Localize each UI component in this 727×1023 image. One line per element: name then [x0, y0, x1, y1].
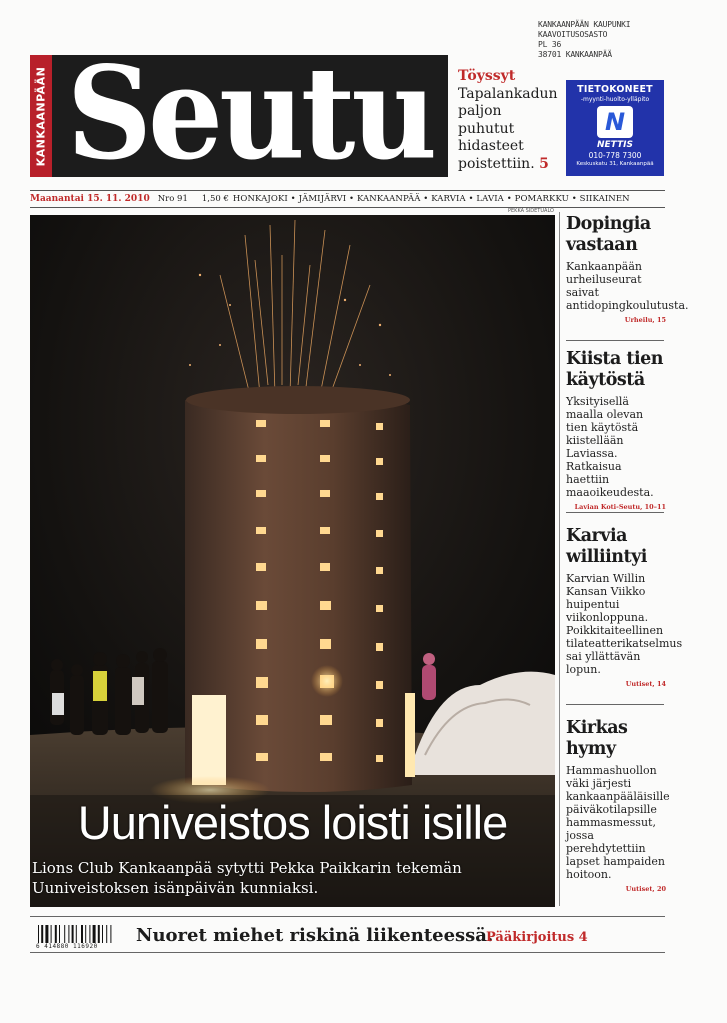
issue-number: Nro 91 — [157, 194, 188, 204]
story-ref: Uutiset, 20 — [625, 885, 666, 893]
story-kiista[interactable] — [566, 349, 666, 511]
bottom-ref: Pääkirjoitus 4 — [486, 930, 588, 945]
town-name: KARVIA — [431, 194, 466, 204]
story-text: Kankaanpään urheiluseurat saivat antidopingkoulutusta. — [566, 260, 689, 312]
town-name: HONKAJOKI — [232, 194, 288, 204]
town-name: KANKAANPÄÄ — [356, 194, 421, 204]
advertisement[interactable] — [566, 80, 664, 176]
column-divider — [559, 212, 560, 906]
ad-subtitle: -myynti-huolto-ylläpito — [580, 96, 650, 103]
teaser-text: Tapalankadun paljon puhutut hidasteet poistettiin. — [458, 85, 558, 172]
story-title: Karvia williintyi — [566, 526, 647, 567]
story-title: Kiista tien käytöstä — [566, 349, 663, 390]
town-name: LAVIA — [476, 194, 504, 204]
ad-address: Keskuskatu 31, Kankaanpää — [576, 161, 654, 167]
masthead-logo[interactable] — [52, 55, 448, 177]
story-title: Kirkas hymy — [566, 718, 628, 759]
teaser-page: 5 — [539, 155, 549, 172]
nettis-logo-icon: N — [597, 106, 633, 138]
story-karvia[interactable] — [566, 526, 683, 688]
bottom-rule-top — [30, 916, 665, 917]
town-separator: • — [465, 194, 477, 204]
dateline — [30, 190, 665, 208]
town-separator: • — [503, 194, 515, 204]
teaser[interactable] — [458, 68, 558, 173]
bottom-rule-bottom — [30, 952, 665, 953]
photo-credit: PEKKA SIDETUALO — [508, 208, 554, 214]
town-name: JÄMIJÄRVI — [298, 194, 347, 204]
bottom-headline[interactable]: Nuoret miehet riskinä liikenteessä. — [136, 925, 494, 946]
story-divider — [566, 340, 664, 341]
barcode-number: 6 414880 116920 — [36, 943, 132, 950]
teaser-title: Töyssyt — [458, 68, 516, 84]
story-text: Hammashuollon väki järjesti kankaanpääläisille päiväkotilapsille hammasmessut, jossa perehdytettiin lapset hampaiden hoitoon. — [566, 764, 670, 881]
address-stamp — [538, 20, 718, 60]
ad-title: TIETOKONEET — [577, 84, 653, 95]
town-separator: • — [346, 194, 357, 204]
story-divider — [566, 704, 664, 705]
masthead-title: Seutu — [66, 55, 434, 177]
town-separator: • — [287, 194, 299, 204]
stamp-line: KANKAANPÄÄN KAUPUNKI — [538, 20, 631, 29]
cover-headline[interactable]: Uuniveistos loisti isille — [77, 796, 508, 849]
story-divider — [566, 512, 664, 513]
story-title: Dopingia vastaan — [566, 214, 651, 255]
story-ref: Uutiset, 14 — [625, 680, 666, 688]
town-list — [233, 194, 630, 204]
side-label-text: KANKAANPÄÄN — [34, 66, 48, 166]
stamp-line: PL 36 — [538, 40, 562, 49]
town-separator: • — [568, 194, 580, 204]
story-text: Yksityisellä maalla olevan tien käytöstä kiistellään Laviassa. Ratkaisua haettiin maaoikeudesta. — [566, 395, 654, 499]
story-ref: Lavian Koti-Seutu, 10–11 — [574, 503, 666, 511]
cover-lede: Lions Club Kankaanpää sytytti Pekka Paikkarin tekemän Uuniveistoksen isänpäivän kunniaksi. — [32, 859, 462, 897]
town-separator: • — [420, 194, 432, 204]
story-text: Karvian Willin Kansan Viikko huipentui viikonloppuna. Poikkitaiteellinen tilateatterikatselmus sai yllättävän lopun. — [566, 572, 683, 676]
town-name: POMARKKU — [514, 194, 569, 204]
issue-date: Maanantai 15. 11. 2010 — [30, 194, 150, 204]
ad-brand: NETTIS — [597, 140, 633, 150]
town-name: SIIKAINEN — [579, 194, 630, 204]
ad-phone: 010-778 7300 — [588, 151, 642, 160]
masthead-side-label — [30, 55, 52, 177]
story-ref: Urheilu, 15 — [624, 316, 666, 324]
issue-price: 1,50 € — [201, 194, 229, 204]
stamp-line: KAAVOITUSOSASTO — [538, 30, 608, 39]
story-dopingia[interactable] — [566, 214, 689, 324]
stamp-line: 38701 KANKAANPÄÄ — [538, 50, 612, 59]
story-kirkas[interactable] — [566, 718, 670, 893]
